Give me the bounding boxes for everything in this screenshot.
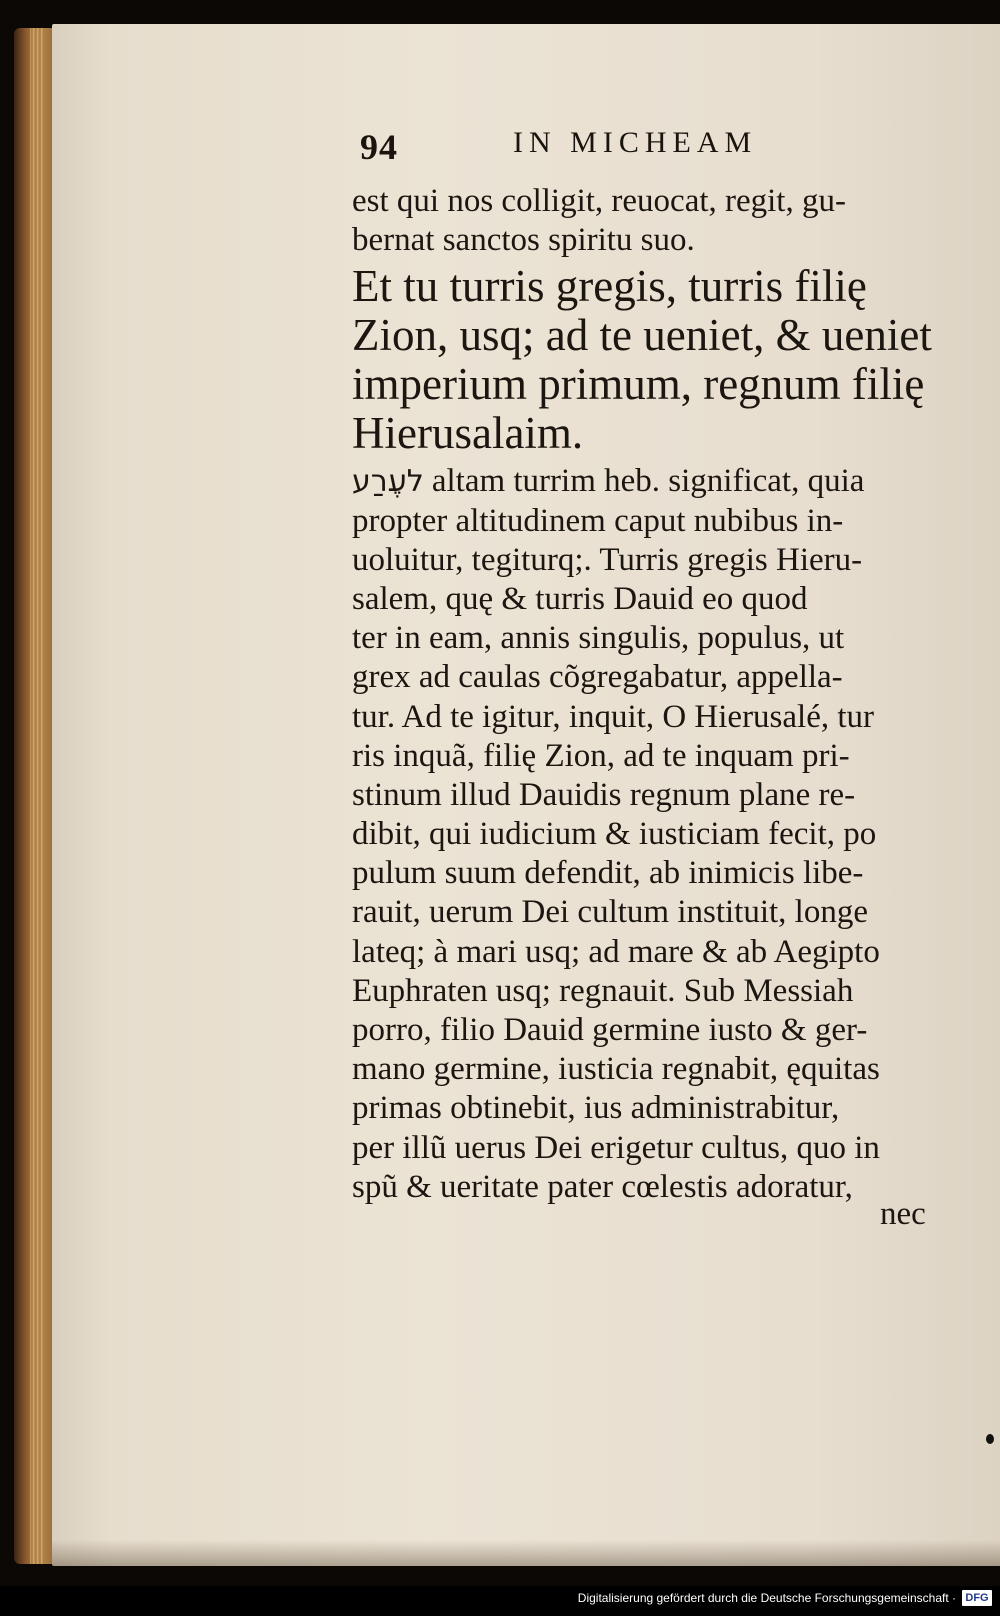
page-number: 94 — [360, 127, 398, 167]
running-head: IN MICHEAM — [513, 126, 758, 159]
commentary-first-line — [352, 462, 962, 501]
commentary-paragraph — [352, 462, 962, 1207]
lemma-line: Zion, usq; ad te ueniet, & ueniet — [352, 311, 932, 361]
text-line: porro, filio Dauid germine iusto & ger- — [352, 1012, 868, 1048]
text-line: lateq; à mari usq; ad mare & ab Aegipto — [352, 933, 880, 970]
text-line: spũ & ueritate pater cœlestis adoratur, — [352, 1168, 853, 1205]
text-line: Euphraten usq; regnauit. Sub Messiah — [352, 972, 854, 1009]
lemma-line: Et tu turris gregis, turris filię — [352, 262, 867, 312]
text-line: tur. Ad te igitur, inquit, O Hierusalé, tur — [352, 698, 875, 735]
text-line: pulum suum defendit, ab inimicis libe- — [352, 855, 864, 892]
text-line: uoluitur, tegiturq;. Turris gregis Hieru- — [352, 541, 863, 578]
text-line: mano germine, iusticia regnabit, ęquitas — [352, 1051, 880, 1088]
text-line: bernat sanctos spiritu suo. — [352, 222, 695, 259]
ink-spot — [986, 1434, 994, 1444]
text-line: rauit, uerum Dei cultum instituit, longe — [352, 894, 868, 931]
catchword: nec — [880, 1196, 926, 1232]
commentary-first-line-text: altam turrim heb. significat, quia — [431, 463, 865, 500]
dfg-logo: DFG — [962, 1590, 992, 1606]
text-line: ris inquã, filię Zion, ad te inquam pri- — [352, 737, 850, 774]
text-line: stinum illud Dauidis regnum plane re- — [352, 776, 856, 813]
text-line: ter in eam, annis singulis, populus, ut — [352, 620, 845, 657]
text-line: primas obtinebit, ius administrabitur, — [352, 1090, 840, 1127]
text-line: dibit, qui iudicium & iusticiam fecit, po — [352, 816, 877, 853]
hebrew-word: לעֶרַע — [352, 464, 424, 500]
text-line: propter altitudinem caput nubibus in- — [352, 502, 844, 539]
text-line: salem, quę & turris Dauid eo quod — [352, 580, 808, 617]
text-line: est qui nos colligit, reuocat, regit, gu- — [352, 183, 846, 219]
intro-paragraph — [352, 182, 962, 260]
lemma-line: imperium primum, regnum filię — [352, 360, 925, 410]
text-line: per illũ uerus Dei erigetur cultus, quo in — [352, 1129, 880, 1166]
page-bottom-shadow — [52, 1540, 1000, 1566]
page-edges — [30, 28, 44, 1564]
lemma-line: Hierusalaim. — [352, 409, 584, 459]
text-line: grex ad caulas cõgregabatur, appella- — [352, 659, 843, 696]
funding-credit: Digitalisierung gefördert durch die Deutsche Forschungsgemeinschaft · — [577, 1591, 956, 1605]
page-header — [360, 122, 960, 170]
body-text — [352, 182, 962, 1207]
scripture-lemma — [352, 262, 962, 458]
